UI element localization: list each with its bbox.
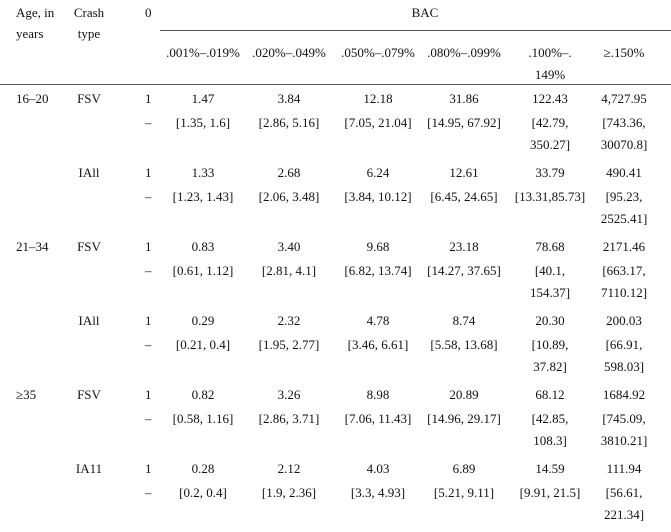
crash-type-label: FSV (77, 91, 101, 106)
confidence-interval: [745.09, (602, 411, 646, 426)
confidence-interval: 154.37] (529, 285, 571, 300)
odds-ratio-value: 4,727.95 (601, 91, 647, 106)
odds-ratio-value: 78.68 (535, 239, 565, 254)
odds-ratio-value: 20.89 (449, 387, 479, 402)
odds-ratio-value: 1.33 (191, 165, 215, 180)
odds-ratio-value: 2.32 (277, 313, 301, 328)
odds-ratio-value: 8.98 (366, 387, 390, 402)
confidence-interval: 30070.8] (600, 137, 648, 152)
confidence-interval: 2525.41] (600, 211, 648, 226)
odds-ratio-value: 3.26 (277, 387, 301, 402)
confidence-interval: 108.3] (533, 433, 567, 448)
reference-value: 1 (145, 461, 152, 476)
age-group-label: 16–20 (16, 91, 49, 106)
reference-value: 1 (145, 387, 152, 402)
confidence-interval: [6.82, 13.74] (344, 263, 412, 278)
bac-range-header: .050%–.079% (341, 45, 415, 60)
confidence-interval: [1.95, 2.77] (258, 337, 320, 352)
reference-dash: – (145, 115, 152, 130)
odds-ratio-value: 2.68 (277, 165, 301, 180)
crash-type-label: IAll (78, 165, 100, 180)
confidence-interval: [0.58, 1.16] (172, 411, 234, 426)
odds-ratio-value: 33.79 (535, 165, 565, 180)
odds-ratio-value: 6.24 (366, 165, 390, 180)
odds-ratio-value: 12.18 (363, 91, 393, 106)
confidence-interval: [42.85, (531, 411, 569, 426)
odds-ratio-value: 122.43 (532, 91, 568, 106)
confidence-interval: [14.96, 29.17] (427, 411, 501, 426)
confidence-interval: [3.84, 10.12] (344, 189, 412, 204)
age-group-label: ≥35 (16, 387, 37, 402)
odds-ratio-value: 2.12 (277, 461, 301, 476)
confidence-interval: 598.03] (603, 359, 645, 374)
confidence-interval: 350.27] (529, 137, 571, 152)
confidence-interval: [3.46, 6.61] (347, 337, 409, 352)
header-bottom-rule (0, 84, 671, 85)
confidence-interval: 3810.21] (600, 433, 648, 448)
bac-header: BAC (411, 5, 439, 20)
confidence-interval: [2.86, 5.16] (258, 115, 320, 130)
confidence-interval: [40.1, (534, 263, 566, 278)
confidence-interval: [3.3, 4.93] (350, 485, 406, 500)
confidence-interval: [7.06, 11.43] (344, 411, 412, 426)
odds-ratio-value: 0.28 (191, 461, 215, 476)
crash-header-line1: Crash (73, 5, 105, 20)
confidence-interval: [0.61, 1.12] (172, 263, 234, 278)
confidence-interval: [6.45, 24.65] (430, 189, 498, 204)
confidence-interval: [743.36, (602, 115, 646, 130)
odds-ratio-value: 2171.46 (602, 239, 646, 254)
odds-ratio-value: 12.61 (449, 165, 479, 180)
reference-dash: – (145, 485, 152, 500)
reference-value: 1 (145, 165, 152, 180)
odds-ratio-value: 0.82 (191, 387, 215, 402)
zero-header: 0 (145, 5, 152, 20)
bac-range-header: .001%–.019% (166, 45, 240, 60)
confidence-interval: [14.27, 37.65] (427, 263, 501, 278)
reference-value: 1 (145, 91, 152, 106)
bac-range-header: .100%–. (528, 45, 572, 60)
odds-ratio-value: 6.89 (452, 461, 476, 476)
confidence-interval: [13.31,85.73] (514, 189, 586, 204)
confidence-interval: [0.21, 0.4] (175, 337, 231, 352)
crash-type-label: IA11 (75, 461, 103, 476)
odds-ratio-value: 68.12 (535, 387, 565, 402)
crash-type-label: FSV (77, 239, 101, 254)
crash-type-label: FSV (77, 387, 101, 402)
confidence-interval: [9.91, 21.5] (519, 485, 581, 500)
odds-ratio-value: 31.86 (449, 91, 479, 106)
reference-dash: – (145, 189, 152, 204)
odds-ratio-value: 0.83 (191, 239, 215, 254)
confidence-interval: [663.17, (602, 263, 646, 278)
odds-ratio-value: 20.30 (535, 313, 565, 328)
crash-header-line2: type (77, 26, 101, 41)
odds-ratio-value: 200.03 (606, 313, 642, 328)
odds-ratio-value: 8.74 (452, 313, 476, 328)
confidence-interval: [56.61, (605, 485, 643, 500)
confidence-interval: [2.06, 3.48] (258, 189, 320, 204)
age-group-label: 21–34 (16, 239, 49, 254)
odds-ratio-value: 3.84 (277, 91, 301, 106)
odds-ratio-value: 14.59 (535, 461, 565, 476)
confidence-interval: [2.86, 3.71] (258, 411, 320, 426)
bac-header-rule (160, 30, 671, 31)
odds-ratio-value: 111.94 (606, 461, 642, 476)
reference-dash: – (145, 337, 152, 352)
confidence-interval: [2.81, 4.1] (261, 263, 317, 278)
confidence-interval: 37.82] (533, 359, 567, 374)
confidence-interval: [0.2, 0.4] (179, 485, 227, 500)
reference-dash: – (145, 263, 152, 278)
odds-ratio-value: 1.47 (191, 91, 215, 106)
odds-ratio-value: 4.03 (366, 461, 390, 476)
odds-ratio-value: 0.29 (191, 313, 215, 328)
confidence-interval: [7.05, 21.04] (344, 115, 412, 130)
odds-ratio-value: 4.78 (366, 313, 390, 328)
odds-ratio-value: 9.68 (366, 239, 390, 254)
bac-range-header: .080%–.099% (427, 45, 501, 60)
confidence-interval: 7110.12] (600, 285, 648, 300)
crash-type-label: IAll (78, 313, 100, 328)
reference-dash: – (145, 411, 152, 426)
age-header-line1: Age, in (16, 5, 55, 20)
confidence-interval: [1.9, 2.36] (261, 485, 317, 500)
confidence-interval: [14.95, 67.92] (427, 115, 501, 130)
confidence-interval: [5.58, 13.68] (430, 337, 498, 352)
confidence-interval: 221.34] (603, 507, 645, 522)
confidence-interval: [5.21, 9.11] (433, 485, 495, 500)
odds-ratio-value: 490.41 (606, 165, 642, 180)
reference-value: 1 (145, 313, 152, 328)
bac-range-header: .020%–.049% (252, 45, 326, 60)
confidence-interval: [42.79, (531, 115, 569, 130)
odds-ratio-value: 23.18 (449, 239, 479, 254)
bac-range-header: ≥.150% (603, 45, 645, 60)
age-header-line2: years (16, 26, 44, 41)
confidence-interval: [10.89, (531, 337, 569, 352)
reference-value: 1 (145, 239, 152, 254)
confidence-interval: [1.35, 1.6] (175, 115, 231, 130)
odds-ratio-value: 1684.92 (602, 387, 646, 402)
confidence-interval: [95.23, (605, 189, 643, 204)
odds-ratio-value: 3.40 (277, 239, 301, 254)
confidence-interval: [1.23, 1.43] (172, 189, 234, 204)
bac-range-header: 149% (534, 67, 566, 82)
confidence-interval: [66.91, (605, 337, 643, 352)
